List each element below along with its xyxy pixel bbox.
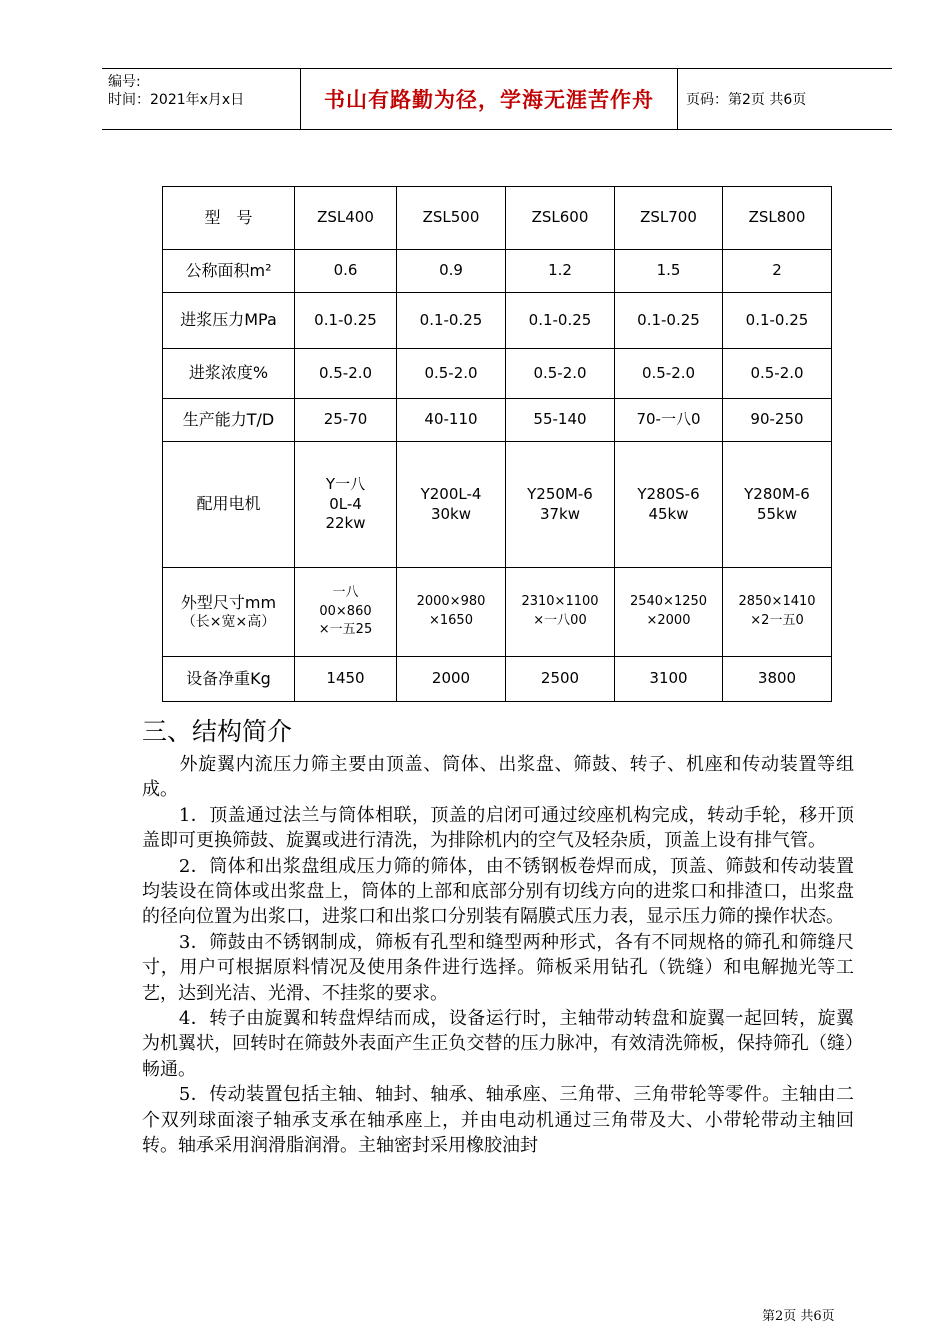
cell-line: 2540×1250 [629, 594, 708, 610]
row-label: 配用电机 [163, 442, 295, 568]
cell-line: 0L-4 [329, 494, 362, 513]
table-cell [615, 568, 723, 657]
cell-line: 45kw [648, 504, 689, 523]
header-info-cell [102, 69, 301, 129]
table-cell: 55-140 [506, 399, 615, 442]
table-cell: 0.1-0.25 [723, 293, 832, 349]
cell-line: ×一八00 [533, 613, 587, 628]
body-text [142, 752, 854, 1159]
spec-table [162, 186, 832, 702]
cell-line: 2850×1410 [738, 594, 816, 610]
cell-line: （长×宽×高） [181, 614, 276, 631]
table-row [163, 657, 832, 702]
table-cell: 1.2 [506, 250, 615, 293]
table-row [163, 568, 832, 657]
table-row [163, 187, 832, 250]
header-page-number: 页码：第2页 共6页 [686, 92, 807, 108]
cell-line: 37kw [539, 504, 581, 523]
table-cell: 70-一八0 [615, 399, 723, 442]
doc-time-label: 时间：2021年x月x日 [108, 92, 245, 108]
table-cell: 3100 [615, 657, 723, 702]
cell-line: ×1650 [429, 613, 473, 628]
table-cell: 0.5-2.0 [723, 349, 832, 399]
model-cell: ZSL800 [723, 187, 832, 250]
model-cell: ZSL400 [295, 187, 397, 250]
table-cell: 0.5-2.0 [295, 349, 397, 399]
paragraph: 1．顶盖通过法兰与筒体相联，顶盖的启闭可通过绞座机构完成，转动手轮，移开顶盖即可更换筛鼓、旋翼或进行清洗，为排除机内的空气及轻杂质，顶盖上设有排气管。 [142, 804, 854, 852]
table-cell [397, 568, 506, 657]
table-cell: 40-110 [397, 399, 506, 442]
model-cell: ZSL500 [397, 187, 506, 250]
table-cell: 3800 [723, 657, 832, 702]
row-label: 进浆压力MPa [163, 293, 295, 349]
cell-line: Y一八 [325, 475, 366, 494]
table-row [163, 442, 832, 568]
table-cell: 0.9 [397, 250, 506, 293]
table-cell: 2 [723, 250, 832, 293]
cell-line: ×2000 [646, 613, 691, 628]
section-title: 三、结构简介 [142, 717, 293, 746]
paragraph: 4．转子由旋翼和转盘焊结而成，设备运行时，主轴带动转盘和旋翼一起回转，旋翼为机翼状，回转时在筛鼓外表面产生正负交替的压力脉冲，有效清洗筛板，保持筛孔（缝）畅通。 [142, 1008, 854, 1080]
table-cell: 2000 [397, 657, 506, 702]
row-label: 进浆浓度% [163, 349, 295, 399]
table-cell: 0.6 [295, 250, 397, 293]
table-cell [723, 442, 832, 568]
row-label [163, 568, 295, 657]
table-cell [506, 568, 615, 657]
paragraph: 3．筛鼓由不锈钢制成，筛板有孔型和缝型两种形式，各有不同规格的筛孔和筛缝尺寸，用户可根据原料情况及使用条件进行选择。筛板采用钻孔（铣缝）和电解抛光等工艺，达到光洁、光滑、不挂浆的要求。 [142, 931, 854, 1004]
table-cell: 0.1-0.25 [295, 293, 397, 349]
doc-number-label: 编号: [108, 74, 141, 90]
cell-line: ×一五25 [318, 622, 373, 638]
table-cell: 0.5-2.0 [615, 349, 723, 399]
table-cell [615, 442, 723, 568]
table-cell: 2500 [506, 657, 615, 702]
table-cell: 0.1-0.25 [506, 293, 615, 349]
table-row [163, 293, 832, 349]
table-cell [506, 442, 615, 568]
cell-line: 30kw [430, 504, 472, 523]
table-row [163, 349, 832, 399]
cell-line: 2000×980 [416, 594, 486, 610]
row-label: 生产能力T/D [163, 399, 295, 442]
table-cell [295, 442, 397, 568]
paragraph: 5．传动装置包括主轴、轴封、轴承、轴承座、三角带、三角带轮等零件。主轴由二个双列球面滚子轴承支承在轴承座上，并由电动机通过三角带及大、小带轮带动主轴回转。轴承采用润滑脂润滑。主轴密封采用橡胶油封 [142, 1084, 854, 1157]
paragraph: 2．筒体和出浆盘组成压力筛的筛体，由不锈钢板卷焊而成，顶盖、筛鼓和传动装置均装设在筒体或出浆盘上，筒体的上部和底部分别有切线方向的进浆口和排渣口，出浆盘的径向位置为出浆口，进浆口和出浆口分别装有隔膜式压力表，显示压力筛的操作状态。 [142, 855, 854, 928]
cell-line: Y280S-6 [637, 485, 700, 503]
cell-line: 2310×1100 [521, 594, 599, 610]
paragraph: 外旋翼内流压力筛主要由顶盖、筒体、出浆盘、筛鼓、转子、机座和传动装置等组成。 [142, 754, 854, 801]
table-cell: 0.1-0.25 [615, 293, 723, 349]
table-cell: 0.1-0.25 [397, 293, 506, 349]
table-cell [397, 442, 506, 568]
cell-line: 00×860 [319, 603, 372, 619]
table-cell [723, 568, 832, 657]
cell-line: Y280M-6 [744, 485, 810, 503]
table-cell: 90-250 [723, 399, 832, 442]
table-cell: 1.5 [615, 250, 723, 293]
table-row [163, 399, 832, 442]
cell-line: 外型尺寸mm [180, 592, 277, 612]
cell-line: Y200L-4 [420, 485, 482, 503]
header-motto: 书山有路勤为径，学海无涯苦作舟 [301, 69, 678, 129]
table-cell: 0.5-2.0 [397, 349, 506, 399]
table-cell: 1450 [295, 657, 397, 702]
table-cell [295, 568, 397, 657]
cell-line: 55kw [756, 504, 798, 523]
model-header-cell: 型 号 [163, 187, 295, 250]
table-cell: 0.5-2.0 [506, 349, 615, 399]
model-cell: ZSL600 [506, 187, 615, 250]
page-footer: 第2页 共6页 [762, 1309, 835, 1324]
cell-line: ×2一五0 [750, 613, 804, 628]
cell-line: 一八 [332, 584, 359, 600]
row-label: 设备净重Kg [163, 657, 295, 702]
model-cell: ZSL700 [615, 187, 723, 250]
row-label: 公称面积m² [163, 250, 295, 293]
table-row [163, 250, 832, 293]
cell-line: Y250M-6 [527, 485, 593, 503]
table-cell: 25-70 [295, 399, 397, 442]
page-header [102, 68, 892, 130]
cell-line: 22kw [325, 514, 366, 533]
